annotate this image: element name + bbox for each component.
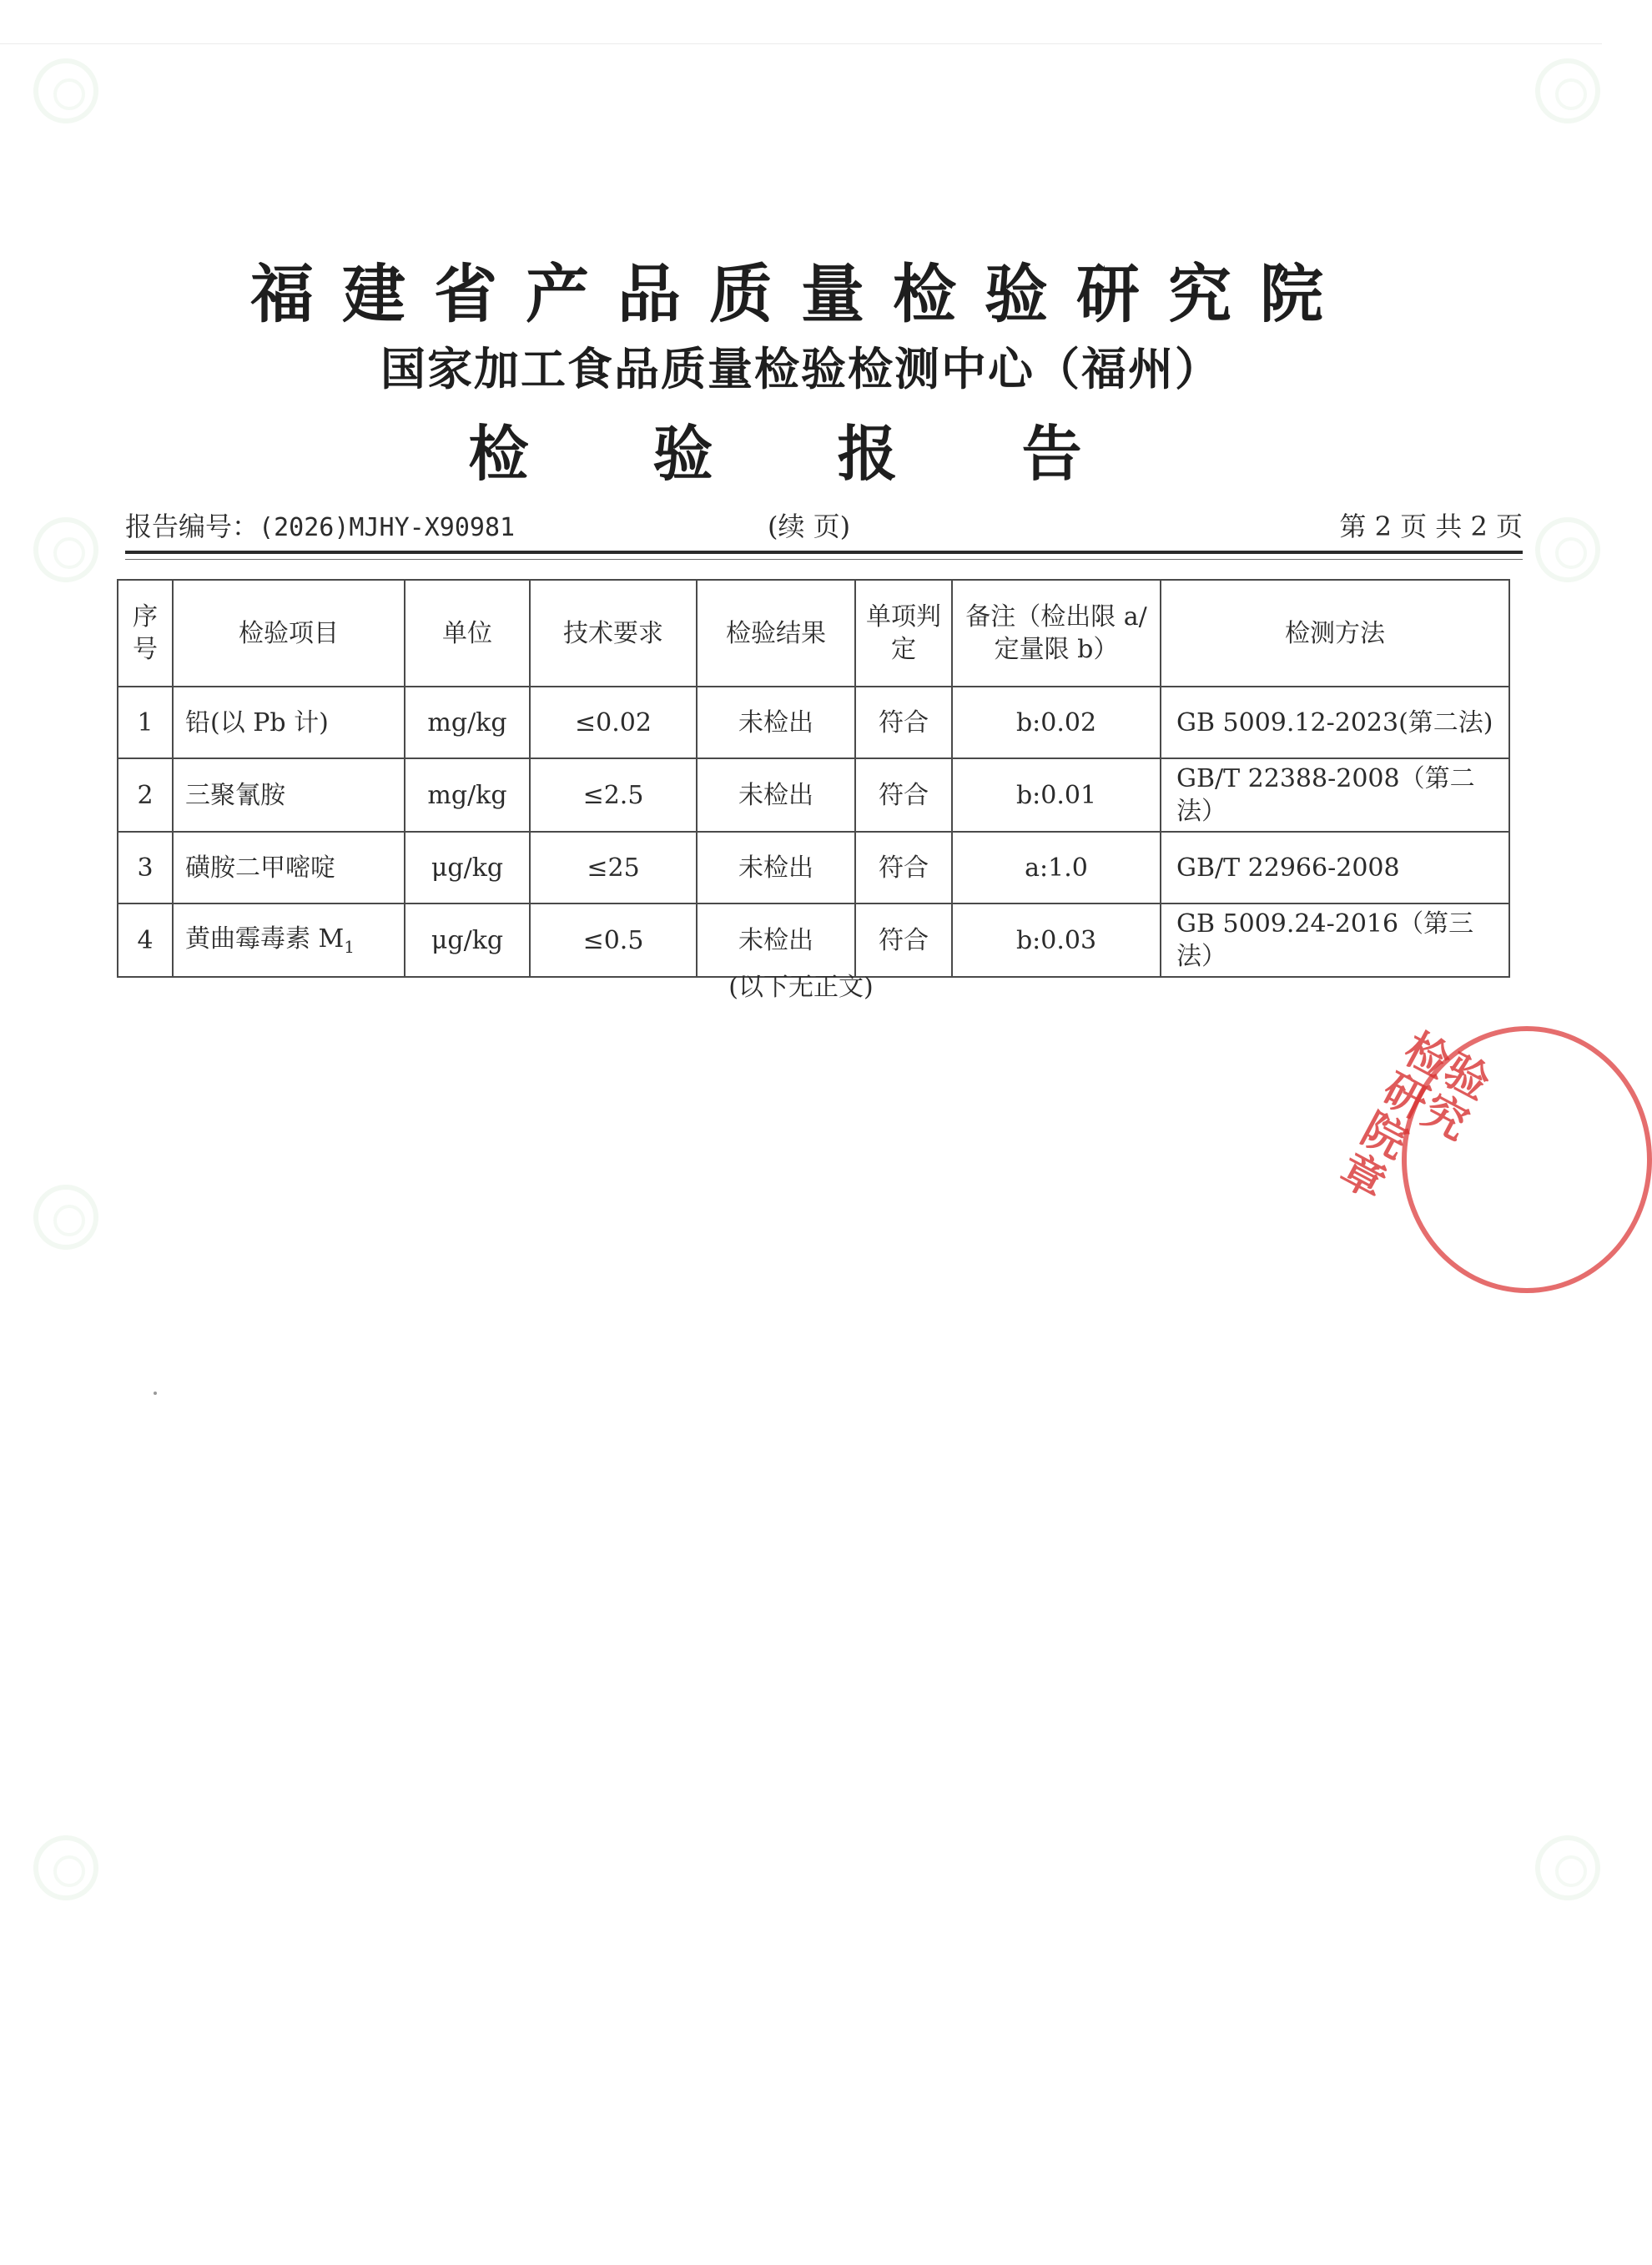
seal-text: 检验研究院 章 [1332,1023,1500,1211]
table-row [118,758,1509,832]
watermark-logo [33,58,98,123]
header-rule-thin [125,559,1523,560]
header-method: 检测方法 [1161,580,1509,687]
cell-judgement: 符合 [855,758,952,832]
table-row [118,832,1509,903]
watermark-logo [1535,1835,1600,1900]
cell-result: 未检出 [697,758,855,832]
report-title: 检 验 报 告 [468,418,1134,489]
header-remark: 备注（检出限 a/定量限 b） [952,580,1161,687]
cell-seq: 4 [118,903,173,977]
cell-remark: b:0.03 [952,903,1161,977]
header-seq: 序号 [118,580,173,687]
cell-unit: mg/kg [405,687,530,758]
cell-remark: b:0.01 [952,758,1161,832]
report-number [125,506,515,544]
report-number-label: 报告编号： [125,511,259,542]
cell-judgement: 符合 [855,832,952,903]
cell-unit: μg/kg [405,832,530,903]
header-result: 检验结果 [697,580,855,687]
cell-requirement: ≤2.5 [530,758,697,832]
cell-seq: 3 [118,832,173,903]
results-table [117,579,1510,978]
cell-judgement: 符合 [855,903,952,977]
cell-method: GB 5009.12-2023(第二法) [1161,687,1509,758]
header-judgement: 单项判定 [855,580,952,687]
watermark-logo [33,1185,98,1250]
cell-method: GB/T 22966-2008 [1161,832,1509,903]
official-seal [1332,1009,1602,1310]
cell-item: 磺胺二甲嘧啶 [173,832,405,903]
cell-requirement: ≤0.5 [530,903,697,977]
watermark-logo [33,517,98,582]
watermark-logo [1535,58,1600,123]
cell-requirement: ≤0.02 [530,687,697,758]
cell-unit: μg/kg [405,903,530,977]
cell-item-text: 黄曲霉毒素 M [185,924,345,954]
cell-remark: b:0.02 [952,687,1161,758]
cell-remark: a:1.0 [952,832,1161,903]
table-row [118,687,1509,758]
cell-unit: mg/kg [405,758,530,832]
header-rule-thick [125,551,1523,554]
header-requirement: 技术要求 [530,580,697,687]
cell-item: 铅(以 Pb 计) [173,687,405,758]
end-of-text-note: (以下无正文) [728,973,874,1002]
cell-method: GB/T 22388-2008（第二法） [1161,758,1509,832]
table-header-row [118,580,1509,687]
report-number-value: (2026)MJHY-X90981 [259,513,516,542]
cell-judgement: 符合 [855,687,952,758]
cell-requirement: ≤25 [530,832,697,903]
cell-seq: 1 [118,687,173,758]
cell-item-subscript: 1 [344,937,355,957]
page-info: 第 2 页 共 2 页 [1339,511,1523,542]
continued-page-label: (续 页) [768,511,851,542]
cell-result: 未检出 [697,832,855,903]
header-unit: 单位 [405,580,530,687]
report-meta [125,506,1523,546]
watermark-logo [33,1835,98,1900]
cell-seq: 2 [118,758,173,832]
header-item: 检验项目 [173,580,405,687]
center-title: 国家加工食品质量检验检测中心（福州） [380,342,1221,395]
institute-title: 福建省产品质量检验研究院 [250,257,1352,331]
scan-speck [154,1392,157,1395]
cell-result: 未检出 [697,903,855,977]
cell-result: 未检出 [697,687,855,758]
page-edge [0,43,1602,44]
cell-method: GB 5009.24-2016（第三法） [1161,903,1509,977]
watermark-logo [1535,517,1600,582]
cell-item: 三聚氰胺 [173,758,405,832]
